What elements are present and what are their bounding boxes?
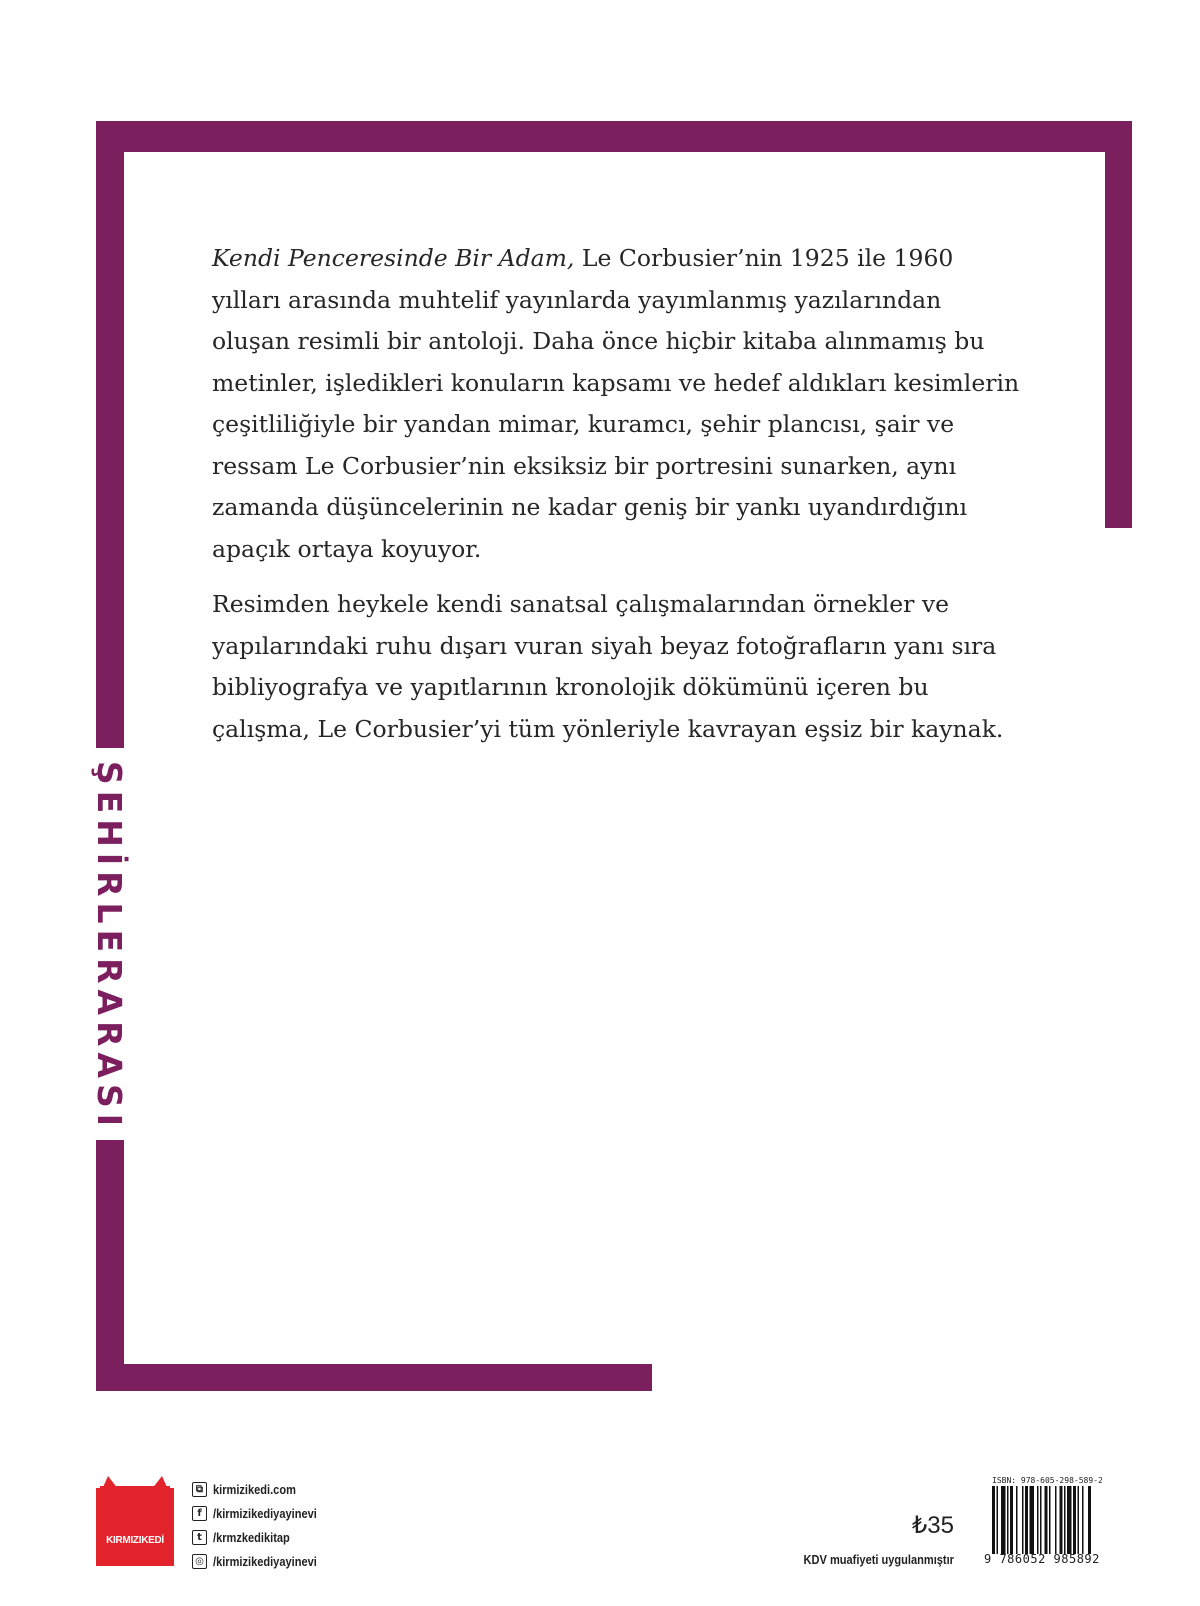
social-link-text: /kirmizikediyayinevi: [213, 1506, 317, 1521]
instagram-icon: ◎: [192, 1554, 207, 1569]
frame-left-bar-lower: [96, 1140, 124, 1391]
frame-top-bar: [96, 121, 1132, 152]
book-title: Kendi Penceresinde Bir Adam,: [212, 244, 575, 272]
blurb-paragraph-1: [212, 238, 1024, 570]
social-link-text: /kirmizikediyayinevi: [213, 1554, 317, 1569]
vat-note: KDV muafiyeti uygulanmıştır: [803, 1552, 954, 1567]
barcode-digits: 9 786052 985892: [984, 1552, 1100, 1566]
frame-bottom-bar: [96, 1364, 652, 1391]
back-cover-blurb: [212, 238, 1024, 750]
barcode: [992, 1486, 1116, 1554]
facebook-icon: f: [192, 1506, 207, 1521]
social-link-instagram[interactable]: [192, 1550, 335, 1573]
social-link-twitter[interactable]: [192, 1526, 335, 1549]
social-link-text: kirmizikedi.com: [213, 1482, 296, 1497]
link-icon: ⧉: [192, 1482, 207, 1497]
blurb-paragraph-1-text: Le Corbusier’nin 1925 ile 1960 yılları arasında muhtelif yayınlarda yayımlanmış yazılarından oluşan resimli bir antoloji. Daha önce hiçbir kitaba alınmamış bu metinler, işledikleri konuların kapsamı ve hedef aldıkları kesimlerin çeşitliliğiyle bir yandan mimar, kuramcı, şehir plancısı, şair ve ressam Le Corbusier’nin eksiksiz bir portresini sunarken, aynı zamanda düşüncelerinin ne kadar geniş bir yankı uyandırdığını apaçık ortaya koyuyor.: [212, 244, 1020, 563]
social-link-website[interactable]: [192, 1478, 335, 1501]
social-link-text: /krmzkedikitap: [213, 1530, 290, 1545]
publisher-logo: [96, 1488, 174, 1566]
isbn-label: ISBN: 978-605-298-589-2: [992, 1476, 1103, 1485]
blurb-paragraph-2: Resimden heykele kendi sanatsal çalışmalarından örnekler ve yapılarındaki ruhu dışarı vuran siyah beyaz fotoğrafların yanı sıra bibliyografya ve yapıtlarının kronolojik dökümünü içeren bu çalışma, Le Corbusier’yi tüm yönleriyle kavrayan eşsiz bir kaynak.: [212, 590, 1004, 743]
cat-logo-icon: [96, 1474, 174, 1494]
frame-left-bar-upper: [96, 121, 124, 748]
series-label-text: ŞEHİRLERARASI: [90, 760, 130, 1132]
series-label: [90, 760, 130, 1132]
publisher-logo-text: KIRMIZIKEDİ: [106, 1535, 164, 1546]
price: ₺35: [912, 1512, 954, 1539]
social-link-facebook[interactable]: [192, 1502, 335, 1525]
publisher-social-links: [192, 1478, 335, 1574]
twitter-icon: t: [192, 1530, 207, 1545]
frame-right-bar: [1105, 121, 1132, 528]
